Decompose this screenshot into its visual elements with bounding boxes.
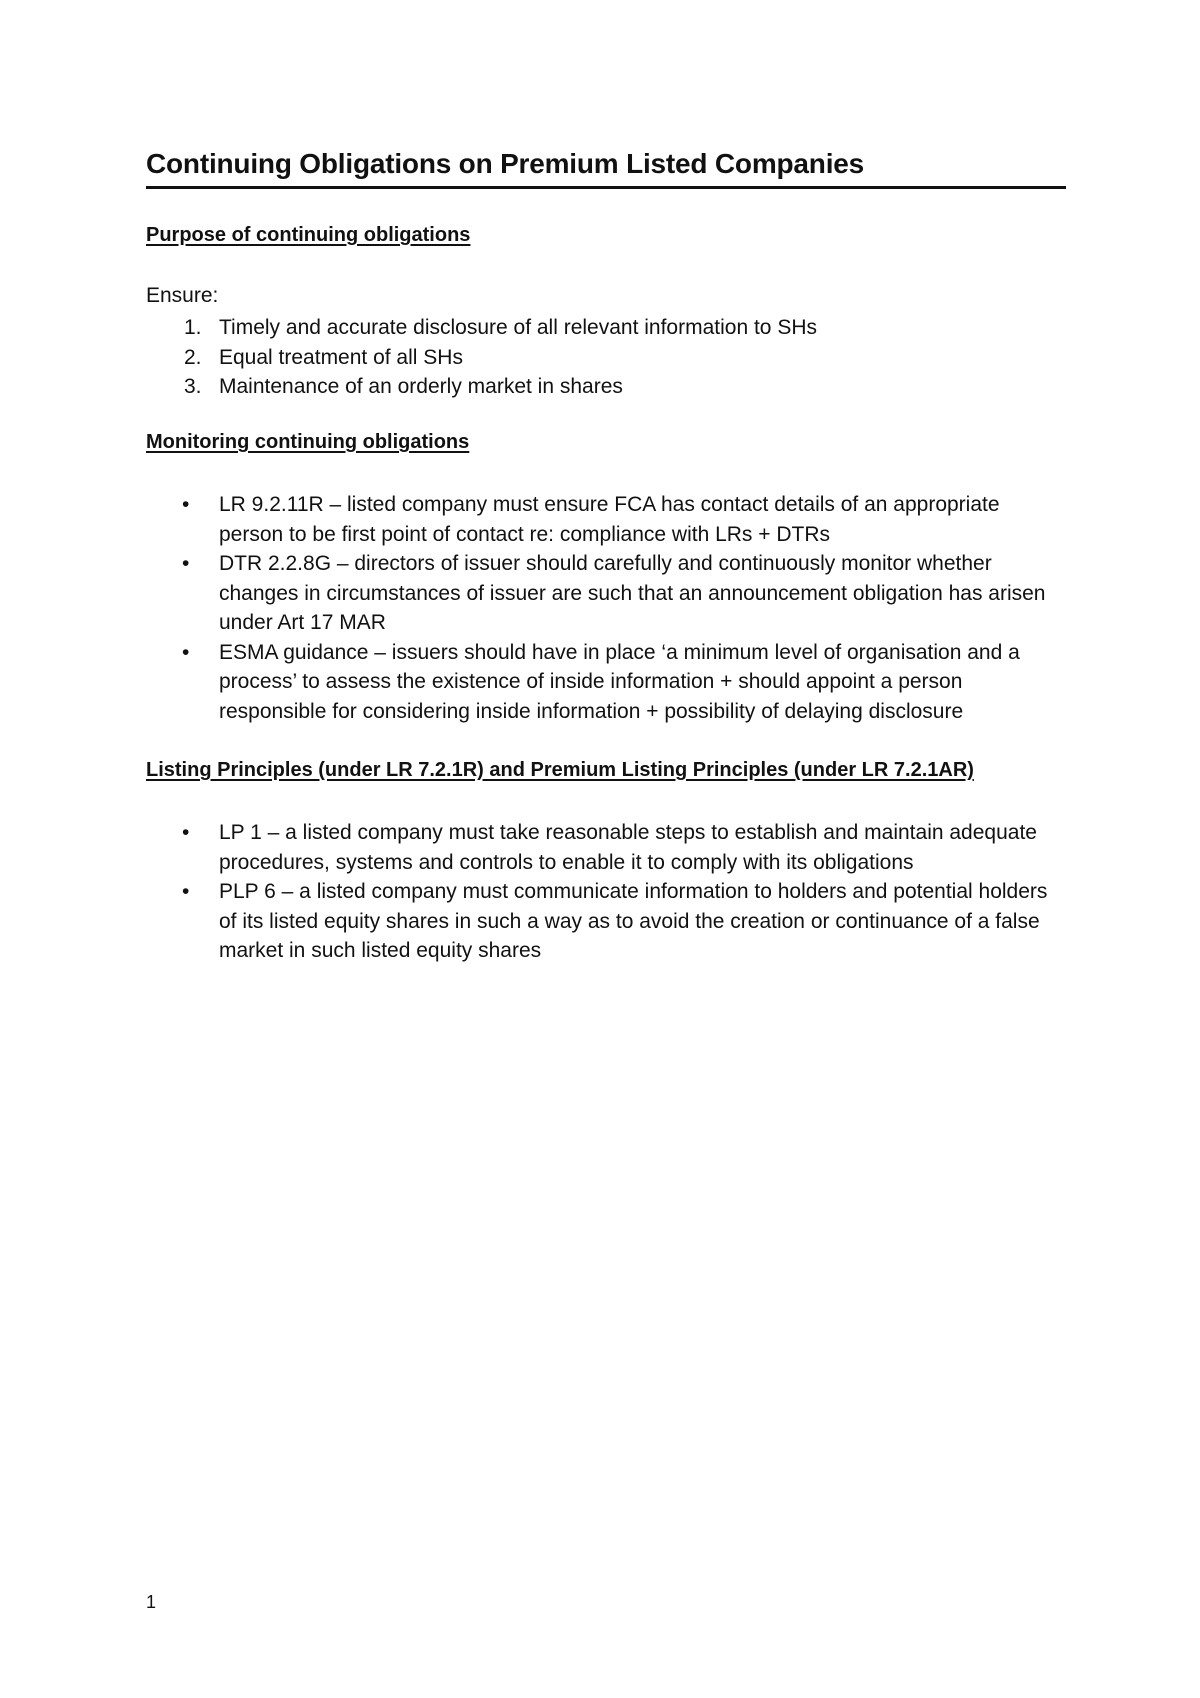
list-item-text: ESMA guidance – issuers should have in place ‘a minimum level of organisation and a process’ to assess the existence of inside information + should appoint a person responsible for considering inside information + possibility of delaying disclosure bbox=[219, 640, 1020, 723]
section-heading-purpose: Purpose of continuing obligations bbox=[146, 224, 471, 246]
list-item-text: PLP 6 – a listed company must communicate information to holders and potential holders of its listed equity shares in such a way as to avoid the creation or continuance of a false market in such listed equity shares bbox=[219, 880, 1048, 962]
section-heading-listing-principles: Listing Principles (under LR 7.2.1R) and Premium Listing Principles (under LR 7.2.1AR) bbox=[146, 759, 974, 781]
list-item-text: Maintenance of an orderly market in shares bbox=[219, 375, 623, 398]
bullet-list-listing-principles bbox=[146, 818, 1066, 966]
ensure-label: Ensure: bbox=[146, 284, 219, 307]
list-number: 2. bbox=[184, 345, 202, 369]
list-item bbox=[146, 877, 1066, 966]
document-title: Continuing Obligations on Premium Listed Companies bbox=[146, 148, 1066, 189]
list-item bbox=[146, 638, 1066, 727]
list-item-text: DTR 2.2.8G – directors of issuer should carefully and continuously monitor whether changes in circumstances of issuer are such that an announcement obligation has arisen under Art 17 MAR bbox=[219, 552, 1046, 634]
bullet-icon: • bbox=[182, 821, 190, 844]
list-item-text: LP 1 – a listed company must take reasonable steps to establish and maintain adequate procedures, systems and controls to enable it to comply with its obligations bbox=[219, 821, 1037, 874]
page-number: 1 bbox=[146, 1592, 157, 1612]
list-item bbox=[146, 818, 1066, 877]
list-number: 3. bbox=[184, 375, 202, 398]
list-item bbox=[146, 372, 1066, 402]
list-item bbox=[146, 343, 1066, 373]
list-item bbox=[146, 313, 1066, 343]
bullet-icon: • bbox=[182, 640, 190, 664]
bullet-icon: • bbox=[182, 493, 190, 516]
list-item bbox=[146, 549, 1066, 638]
list-item-text: LR 9.2.11R – listed company must ensure FCA has contact details of an appropriate person to be first point of contact re: compliance with LRs + DTRs bbox=[219, 493, 1000, 546]
list-number: 1. bbox=[184, 316, 202, 339]
bullet-list-monitoring bbox=[146, 490, 1066, 726]
list-item bbox=[146, 490, 1066, 549]
bullet-icon: • bbox=[182, 552, 190, 575]
section-heading-monitoring: Monitoring continuing obligations bbox=[146, 431, 470, 453]
list-item-text: Timely and accurate disclosure of all relevant information to SHs bbox=[219, 316, 817, 339]
list-item-text: Equal treatment of all SHs bbox=[219, 345, 463, 369]
numbered-list-purpose bbox=[146, 313, 1066, 402]
bullet-icon: • bbox=[182, 880, 190, 903]
